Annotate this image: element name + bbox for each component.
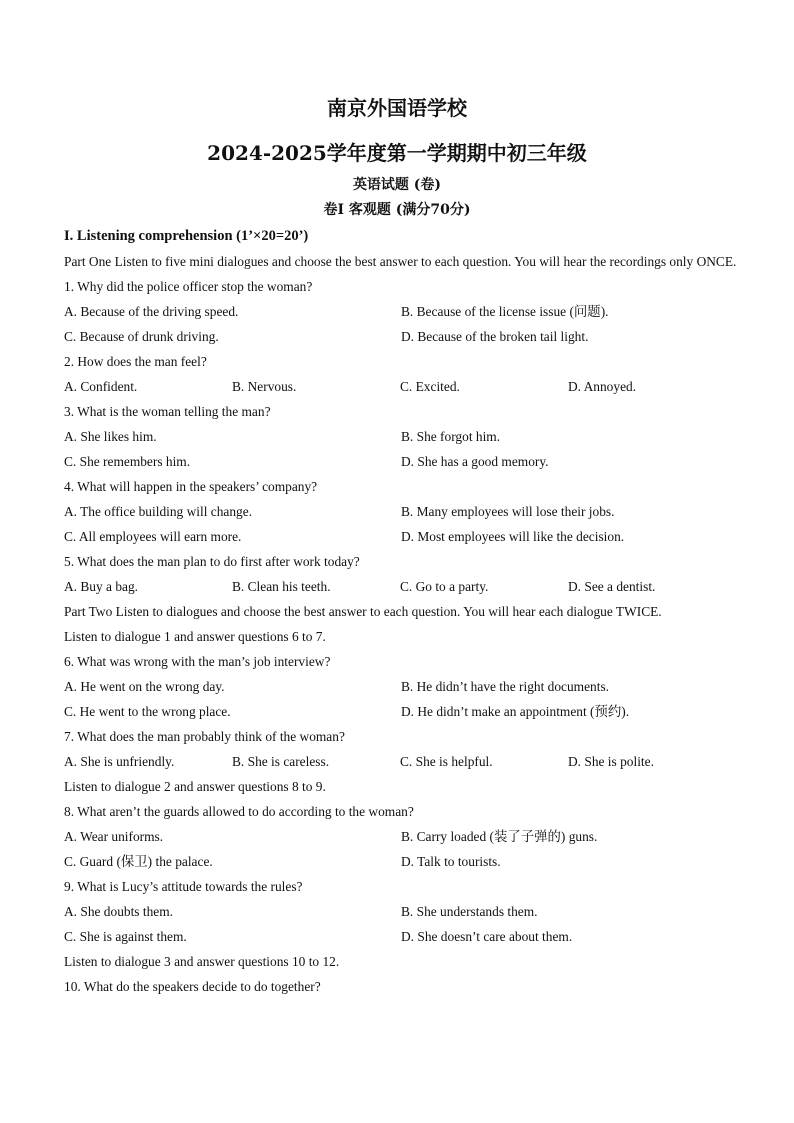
option-c: C. She is against them. (64, 929, 187, 944)
dialogue-1-instructions: Listen to dialogue 1 and answer questions 6 to 7. (64, 629, 326, 644)
question-4: 4. What will happen in the speakers’ company? (64, 479, 318, 494)
question-8: 8. What aren’t the guards allowed to do according to the woman? (64, 804, 414, 819)
section-heading: I. Listening comprehension (1’×20=20’) (64, 228, 309, 244)
option-b: B. Many employees will lose their jobs. (401, 504, 615, 519)
options-row (64, 699, 740, 724)
option-a: A. Wear uniforms. (64, 829, 164, 844)
option-c: C. Guard (保卫) the palace. (64, 854, 213, 869)
option-a: A. She is unfriendly. (64, 754, 175, 769)
question-2: 2. How does the man feel? (64, 354, 207, 369)
option-d: D. She doesn’t care about them. (401, 929, 573, 944)
options-row (64, 899, 740, 924)
term-title: 2024-2025学年度第一学期期中初三年级 (207, 141, 587, 165)
part-two-instructions: Part Two Listen to dialogues and choose the best answer to each question. You will hear each dialogue TWICE. (64, 604, 662, 619)
option-a: A. She likes him. (64, 429, 157, 444)
exam-content (64, 224, 740, 999)
option-d: D. Because of the broken tail light. (401, 329, 589, 344)
option-b: B. Clean his teeth. (232, 579, 331, 594)
option-c: C. Go to a party. (400, 579, 489, 594)
options-row (64, 924, 740, 949)
subject-title: 英语试题 (卷) (352, 177, 442, 193)
option-b: B. She understands them. (401, 904, 538, 919)
options-row (64, 424, 740, 449)
option-b: B. He didn’t have the right documents. (401, 679, 610, 694)
options-row (64, 324, 740, 349)
option-b: B. She is careless. (232, 754, 330, 769)
option-c: C. He went to the wrong place. (64, 704, 231, 719)
option-b: B. Carry loaded (装了子弹的) guns. (401, 829, 598, 844)
options-row (64, 374, 740, 399)
option-a: A. The office building will change. (64, 504, 253, 519)
options-row (64, 449, 740, 474)
school-title: 南京外国语学校 (327, 96, 467, 120)
option-a: A. She doubts them. (64, 904, 173, 919)
question-7: 7. What does the man probably think of the woman? (64, 729, 345, 744)
options-row (64, 824, 740, 849)
question-3: 3. What is the woman telling the man? (64, 404, 271, 419)
option-d: D. She has a good memory. (401, 454, 549, 469)
option-d: D. See a dentist. (568, 579, 656, 594)
option-c: C. All employees will earn more. (64, 529, 242, 544)
options-row (64, 749, 740, 774)
option-b: B. She forgot him. (401, 429, 501, 444)
dialogue-3-instructions: Listen to dialogue 3 and answer questions 10 to 12. (64, 954, 340, 969)
option-a: A. Because of the driving speed. (64, 304, 239, 319)
option-a: A. Buy a bag. (64, 579, 139, 594)
options-row (64, 524, 740, 549)
options-row (64, 674, 740, 699)
question-1: 1. Why did the police officer stop the woman? (64, 279, 313, 294)
paper-title: 卷I 客观题 (满分70分) (323, 202, 471, 218)
options-row (64, 299, 740, 324)
options-row (64, 499, 740, 524)
question-10: 10. What do the speakers decide to do together? (64, 979, 321, 994)
part-one-instructions: Part One Listen to five mini dialogues and choose the best answer to each question. You will hear the recordings only ONCE. (64, 254, 737, 269)
option-c: C. She is helpful. (400, 754, 493, 769)
option-a: A. Confident. (64, 379, 138, 394)
option-c: C. Excited. (400, 379, 460, 394)
question-9: 9. What is Lucy’s attitude towards the rules? (64, 879, 303, 894)
option-c: C. Because of drunk driving. (64, 329, 219, 344)
option-c: C. She remembers him. (64, 454, 191, 469)
option-b: B. Nervous. (232, 379, 297, 394)
options-row (64, 849, 740, 874)
option-d: D. Annoyed. (568, 379, 637, 394)
options-row (64, 574, 740, 599)
option-a: A. He went on the wrong day. (64, 679, 225, 694)
option-d: D. He didn’t make an appointment (预约). (401, 704, 630, 719)
dialogue-2-instructions: Listen to dialogue 2 and answer questions 8 to 9. (64, 779, 326, 794)
question-6: 6. What was wrong with the man’s job interview? (64, 654, 331, 669)
option-b: B. Because of the license issue (问题). (401, 304, 609, 319)
question-5: 5. What does the man plan to do first after work today? (64, 554, 360, 569)
option-d: D. Talk to tourists. (401, 854, 501, 869)
option-d: D. Most employees will like the decision. (401, 529, 625, 544)
option-d: D. She is polite. (568, 754, 654, 769)
